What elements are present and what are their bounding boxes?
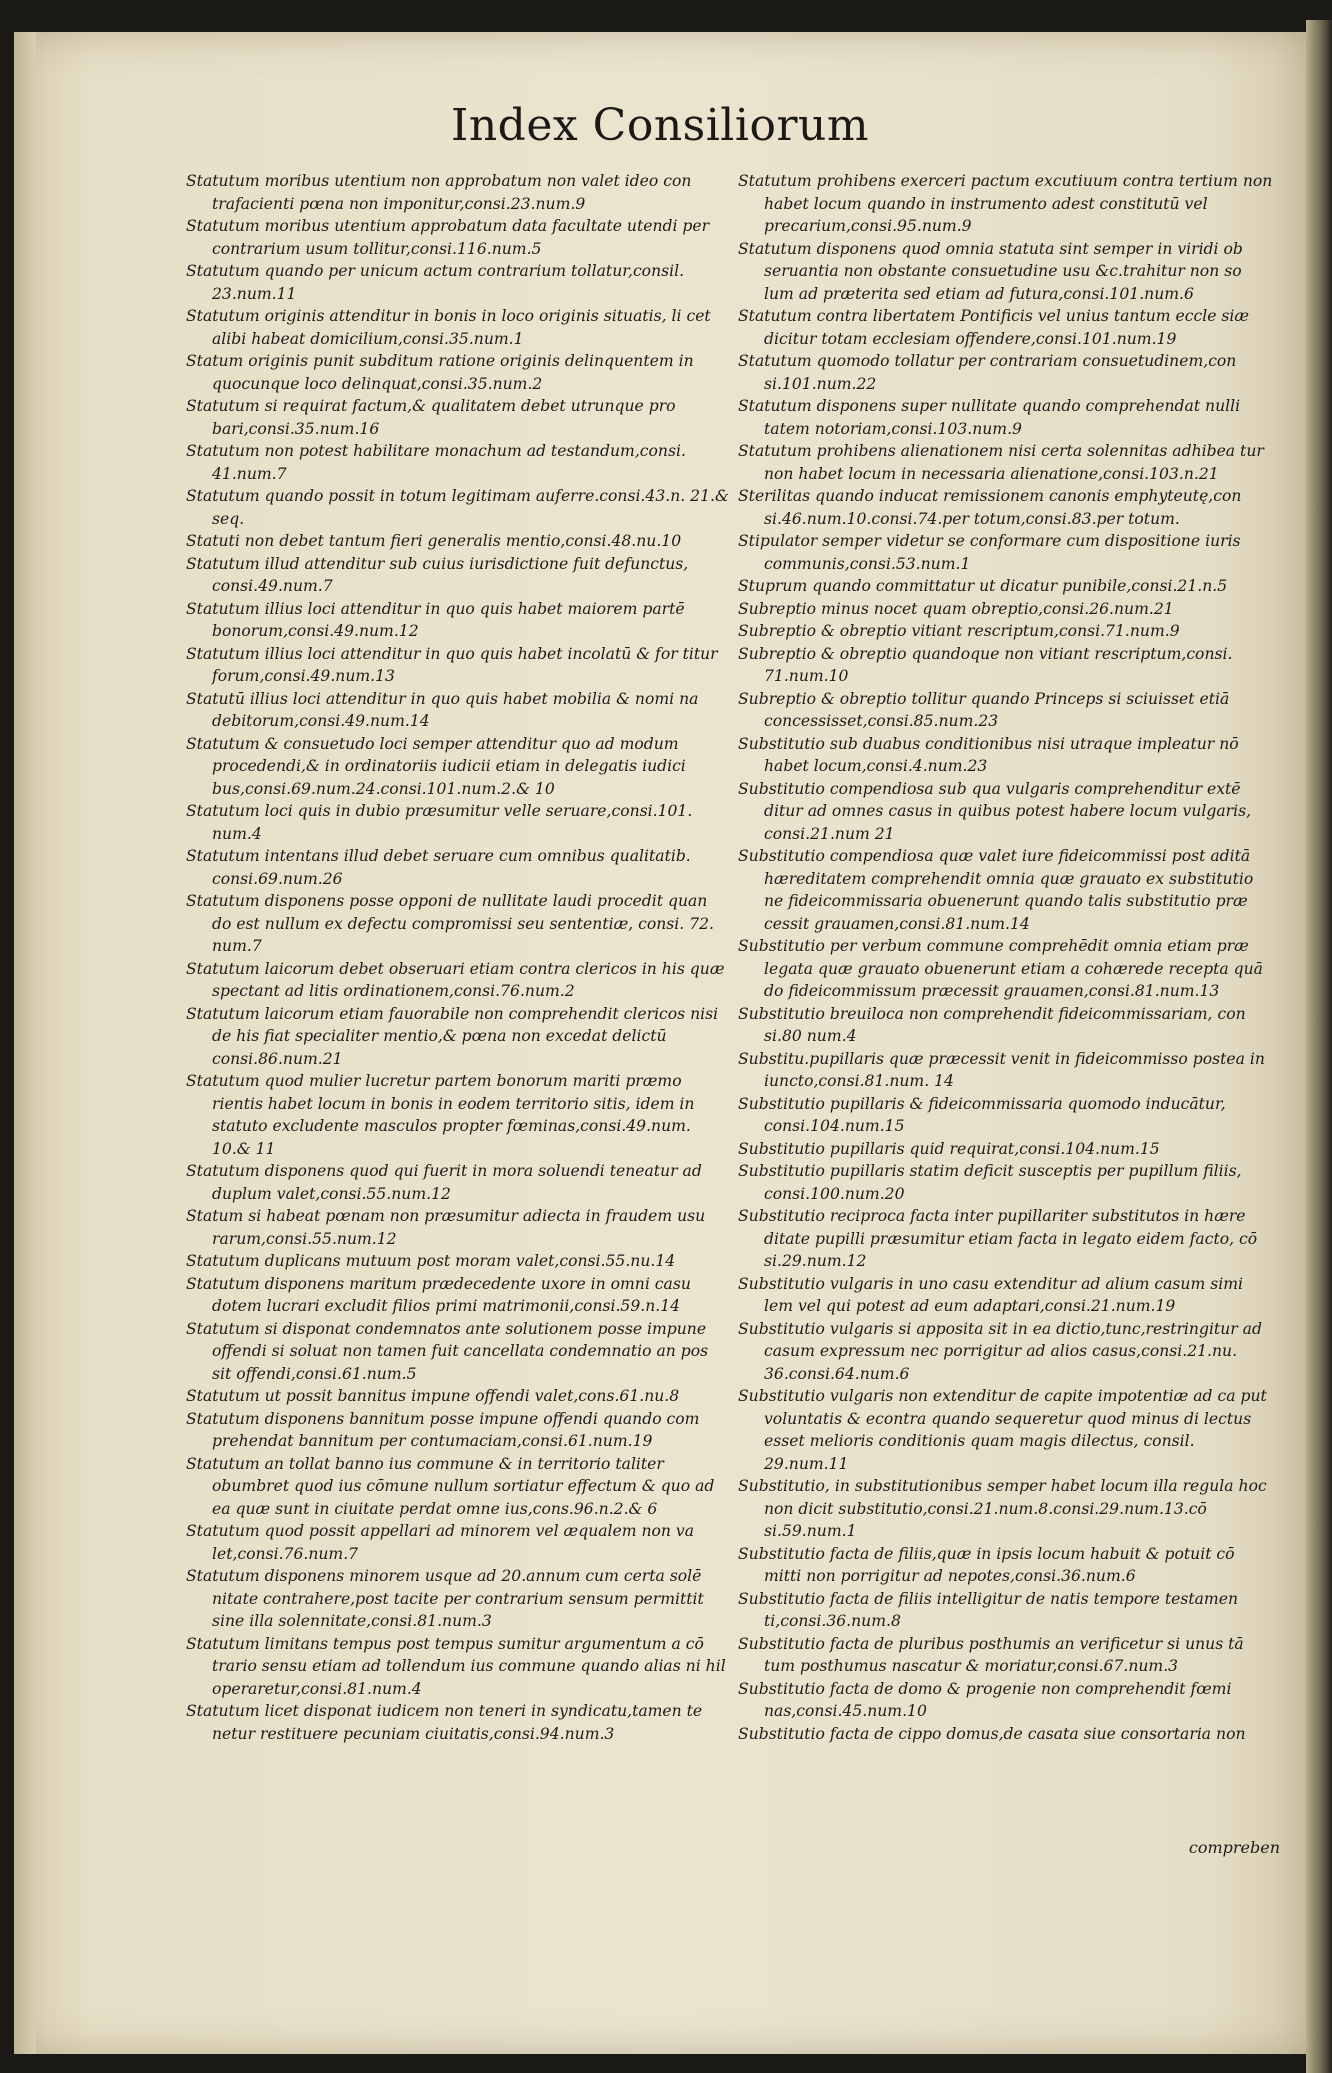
index-entry: Statutum prohibens exerceri pactum excutiuum contra tertium non habet locum quando in instrumento adest constitutū vel precarium,consi.95.num.9 <box>738 172 1273 235</box>
index-entry: Statutum disponens posse opponi de nullitate laudi procedit quan do est nullum ex defectu compromissi seu sententiæ, consi. 72. num.7 <box>186 892 715 955</box>
catchword: compreben <box>1188 1838 1280 1857</box>
index-entry: Statutum quomodo tollatur per contrariam consuetudinem,con si.101.num.22 <box>738 352 1237 393</box>
index-entry: Substitutio facta de filiis intelligitur de natis tempore testamen ti,consi.36.num.8 <box>738 1589 1238 1630</box>
index-entry: Statutum contra libertatem Pontificis vel unius tantum eccle siæ dicitur totam ecclesiam offendere,consi.101.num.19 <box>738 307 1250 348</box>
index-entry: Substitutio pupillaris statim deficit susceptis per pupillum filiis, consi.100.num.20 <box>738 1162 1242 1203</box>
index-entry: Statutum quando possit in totum legitimam auferre.consi.43.n. 21.& seq. <box>186 487 729 528</box>
index-entry: Statutum disponens maritum prædecedente uxore in omni casu dotem lucrari excludit filios primi matrimonii,consi.59.n.14 <box>186 1274 691 1315</box>
index-column-left <box>186 170 731 1745</box>
index-entry: Statutum moribus utentium approbatum data facultate utendi per contrarium usum tollitur,consi.116.num.5 <box>186 217 710 258</box>
index-entry: Statutum disponens bannitum posse impune offendi quando com prehendat bannitum per contumaciam,consi.61.num.19 <box>186 1409 700 1450</box>
index-entry: Statutum non potest habilitare monachum ad testandum,consi. 41.num.7 <box>186 442 686 483</box>
index-entry: Statutum quod mulier lucretur partem bonorum mariti præmo rientis habet locum in bonis in eodem territorio sitis, idem in statuto excludente masculos propter fœminas,consi.49.num. 10.& 11 <box>186 1072 695 1158</box>
index-entry: Substitutio compendiosa quæ valet iure fideicommissi post aditā hæreditatem comprehendit omnia quæ grauato ex substitutio ne fideicommissaria obuenerunt quando talis substitutio præ cessit grauamen,consi.81.num.14 <box>738 847 1254 933</box>
index-entry: Statum originis punit subditum ratione originis delinquentem in quocunque loco delinquat,consi.35.num.2 <box>186 352 694 393</box>
index-entry: Substitutio facta de pluribus posthumis an verificetur si unus tā tum posthumus nascatur & moriatur,consi.67.num.3 <box>738 1634 1244 1675</box>
index-entry: Statutum originis attenditur in bonis in loco originis situatis, li cet alibi habeat domicilium,consi.35.num.1 <box>186 307 711 348</box>
index-entry: Statutum si disponat condemnatos ante solutionem posse impune offendi si soluat non tamen fuit cancellata condemnatio an pos sit offendi,consi.61.num.5 <box>186 1319 709 1383</box>
index-entry: Statutum loci quis in dubio præsumitur velle seruare,consi.101. num.4 <box>186 802 693 843</box>
index-entry: Statutum si requirat factum,& qualitatem debet utrunque pro bari,consi.35.num.16 <box>186 397 676 438</box>
index-entry: Statutum quod possit appellari ad minorem vel æqualem non va let,consi.76.num.7 <box>186 1522 695 1563</box>
index-entry: Statutum intentans illud debet seruare cum omnibus qualitatib. consi.69.num.26 <box>186 847 691 888</box>
index-entry: Substitutio reciproca facta inter pupillariter substitutos in hære ditate pupilli præsumitur etiam facta in legato eidem facto, cō si.29.num.12 <box>738 1207 1258 1270</box>
index-entry: Statutum illius loci attenditur in quo quis habet incolatū & for titur forum,consi.49.num.13 <box>186 644 718 685</box>
index-entry: Substitutio vulgaris si apposita sit in ea dictio,tunc,restringitur ad casum expressum nec porrigitur ad alios casus,consi.21.nu. 36.consi.64.num.6 <box>738 1319 1262 1383</box>
index-column-right <box>738 170 1276 1745</box>
index-entry: Subreptio & obreptio tollitur quando Princeps si sciuisset etiā concessisset,consi.85.num.23 <box>738 689 1230 730</box>
index-entry: Sterilitas quando inducat remissionem canonis emphyteutę,con si.46.num.10.consi.74.per totum,consi.83.per totum. <box>738 487 1242 528</box>
index-entry: Subreptio minus nocet quam obreptio,consi.26.num.21 <box>738 599 1174 618</box>
index-entry: Statutum disponens quod qui fuerit in mora soluendi teneatur ad duplum valet,consi.55.num.12 <box>186 1162 702 1203</box>
index-entry: Statutum quando per unicum actum contrarium tollatur,consil. 23.num.11 <box>186 262 685 303</box>
index-entry: Statuti non debet tantum fieri generalis mentio,consi.48.nu.10 <box>186 532 682 550</box>
index-entry: Stipulator semper videtur se conformare cum dispositione iuris communis,consi.53.num.1 <box>738 532 1241 573</box>
index-entry: Statutum & consuetudo loci semper attenditur quo ad modum procedendi,& in ordinatoriis iudicii etiam in delegatis iudici bus,consi.69.num.24.consi.101.num.2.& 10 <box>186 734 686 798</box>
index-entry: Substitutio facta de domo & progenie non comprehendit fœmi nas,consi.45.num.10 <box>738 1679 1232 1720</box>
index-entry: Substitutio pupillaris quid requirat,consi.104.num.15 <box>738 1139 1160 1158</box>
index-entry: Statutum licet disponat iudicem non teneri in syndicatu,tamen te netur restituere pecuniam ciuitatis,consi.94.num.3 <box>186 1702 703 1743</box>
index-entry: Statutum moribus utentium non approbatum non valet ideo con trafacienti pœna non imponitur,consi.23.num.9 <box>186 172 692 213</box>
index-entry: Statutum illud attenditur sub cuius iurisdictione fuit defunctus, consi.49.num.7 <box>186 554 689 595</box>
index-entry: Subreptio & obreptio quandoque non vitiant rescriptum,consi. 71.num.10 <box>738 644 1233 685</box>
index-entry: Statutum laicorum debet obseruari etiam contra clericos in his quæ spectant ad litis ordinationem,consi.76.num.2 <box>186 959 725 1000</box>
index-entry: Statutum limitans tempus post tempus sumitur argumentum a cō trario sensu etiam ad tollendum ius commune quando alias ni hil operaretur,consi.81.num.4 <box>186 1634 726 1698</box>
index-entry: Substitutio sub duabus conditionibus nisi utraque impleatur nō habet locum,consi.4.num.23 <box>738 734 1239 775</box>
index-entry: Substitutio vulgaris non extenditur de capite impotentiæ ad ca put voluntatis & econtra quando sequeretur quod minus di lectus esset melioris conditionis quam magis dilectus, consil. 29.num.11 <box>738 1387 1267 1473</box>
index-entry: Stuprum quando committatur ut dicatur punibile,consi.21.n.5 <box>738 577 1228 595</box>
page-title: Index Consiliorum <box>450 100 870 151</box>
index-entry: Substitu.pupillaris quæ præcessit venit in fideicommisso postea in iuncto,consi.81.num. 14 <box>738 1049 1265 1090</box>
index-entry: Subreptio & obreptio vitiant rescriptum,consi.71.num.9 <box>738 622 1180 640</box>
index-entry: Substitutio facta de cippo domus,de casata siue consortaria non <box>738 1724 1246 1743</box>
index-entry: Statutum disponens minorem usque ad 20.annum cum certa solē nitate contrahere,post tacite per contrarium sensum permittit sine illa solennitate,consi.81.num.3 <box>186 1567 704 1630</box>
page-right-edge <box>1306 20 1332 2073</box>
index-entry: Substitutio vulgaris in uno casu extenditur ad alium casum simi lem vel qui potest ad eum adaptari,consi.21.num.19 <box>738 1274 1243 1315</box>
index-entry: Statutum duplicans mutuum post moram valet,consi.55.nu.14 <box>186 1252 676 1270</box>
page-left-edge <box>14 32 36 2054</box>
index-entry: Statutum ut possit bannitus impune offendi valet,cons.61.nu.8 <box>186 1387 680 1405</box>
index-entry: Substitutio, in substitutionibus semper habet locum illa regula hoc non dicit substitutio,consi.21.num.8.consi.29.num.13.cō si.59.num.1 <box>738 1477 1267 1540</box>
index-entry: Statutum an tollat banno ius commune & in territorio taliter obumbret quod ius cōmune nullum sortiatur effectum & quo ad ea quæ sunt in ciuitate perdat omne ius,cons.96.n.2.& 6 <box>186 1454 715 1518</box>
index-entry: Statutum disponens super nullitate quando comprehendat nulli tatem notoriam,consi.103.num.9 <box>738 397 1241 438</box>
index-entry: Substitutio compendiosa sub qua vulgaris comprehenditur extē ditur ad omnes casus in quibus potest habere locum vulgaris, consi.21.num 21 <box>738 779 1252 843</box>
index-entry: Substitutio per verbum commune comprehēdit omnia etiam præ legata quæ grauato obuenerunt etiam a cohærede recepta quā do fideicommissum præcessit grauamen,consi.81.num.13 <box>738 937 1263 1000</box>
index-entry: Statutum illius loci attenditur in quo quis habet maiorem partē bonorum,consi.49.num.12 <box>186 599 685 640</box>
index-entry: Substitutio breuiloca non comprehendit fideicommissariam, con si.80 num.4 <box>738 1004 1246 1045</box>
index-entry: Statutum disponens quod omnia statuta sint semper in viridi ob seruantia non obstante consuetudine usu &c.trahitur non so lum ad præterita sed etiam ad futura,consi.101.num.6 <box>738 239 1243 303</box>
index-entry: Statum si habeat pœnam non præsumitur adiecta in fraudem usu rarum,consi.55.num.12 <box>186 1207 706 1248</box>
index-entry: Statutum prohibens alienationem nisi certa solennitas adhibea tur non habet locum in necessaria alienatione,consi.103.n.21 <box>738 442 1264 483</box>
index-entry: Statutum laicorum etiam fauorabile non comprehendit clericos nisi de his fiat specialiter mentio,& pœna non excedat delictū consi.86.num.21 <box>186 1004 719 1068</box>
index-entry: Substitutio facta de filiis,quæ in ipsis locum habuit & potuit cō mitti non porrigitur ad nepotes,consi.36.num.6 <box>738 1544 1235 1585</box>
index-entry: Statutū illius loci attenditur in quo quis habet mobilia & nomi na debitorum,consi.49.num.14 <box>186 689 699 730</box>
index-entry: Substitutio pupillaris & fideicommissaria quomodo inducātur, consi.104.num.15 <box>738 1094 1226 1135</box>
